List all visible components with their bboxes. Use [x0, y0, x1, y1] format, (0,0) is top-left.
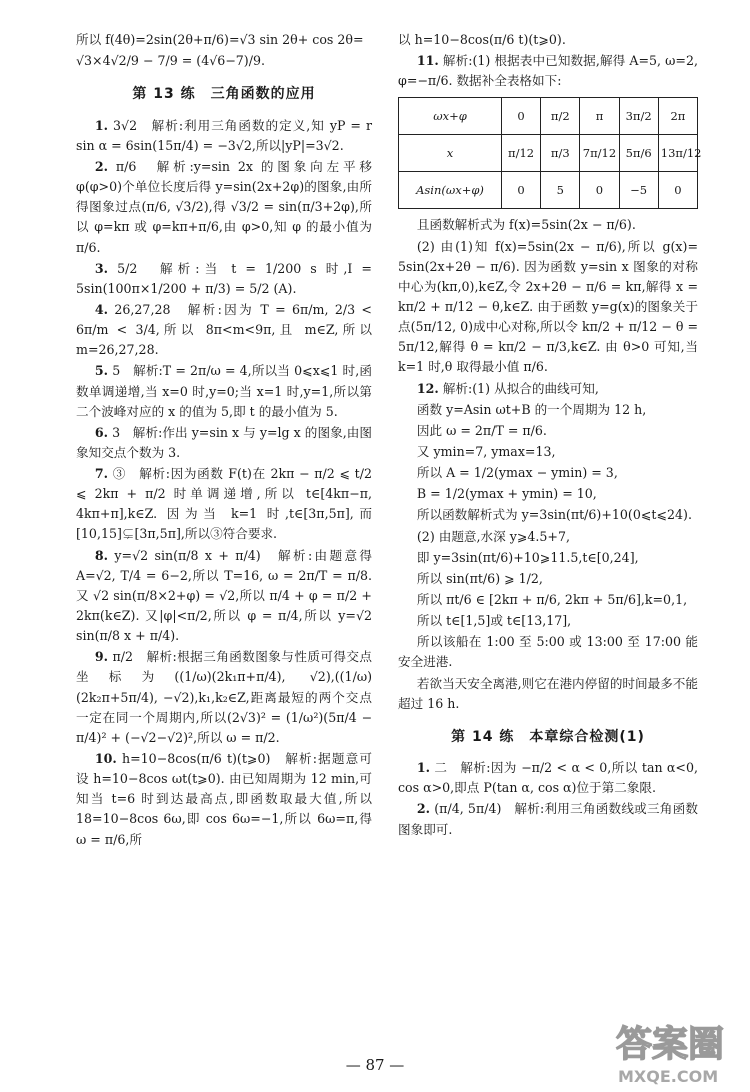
- problem-number: 8.: [94, 547, 109, 563]
- table-cell: 7π/12: [580, 135, 619, 172]
- problem-12-line: 所以 A = 1/2(ymax − ymin) = 3,: [416, 465, 618, 481]
- problem-number: 7.: [94, 466, 109, 482]
- table-cell: 0: [502, 172, 541, 209]
- continuation-line-2: √3×4√2/9 − 7/9 = (4√6−7)/9.: [76, 53, 265, 69]
- watermark-logo-text: 答案圈: [616, 1024, 725, 1065]
- problem-12-line: 因此 ω = 2π/T = π/6.: [416, 422, 547, 438]
- page-number: — 87 —: [345, 1056, 405, 1074]
- problem-text: 解析:(1) 根据表中已知数据,解得 A=5, ω=2, φ=−π/6. 数据补全表格如下:: [398, 53, 698, 89]
- table-row: [399, 172, 698, 209]
- section-title-13: 第 13 练 三角函数的应用: [132, 86, 316, 103]
- problem-item: [76, 464, 372, 545]
- problem-number: 2.: [94, 158, 109, 174]
- problem-item: [76, 361, 372, 421]
- problem-number: 9.: [94, 649, 109, 665]
- left-column: [76, 30, 372, 851]
- problem-11-intro: [398, 51, 698, 91]
- problem-number: 11.: [416, 53, 439, 69]
- table-cell: π/12: [502, 135, 541, 172]
- problem-12-line: 即 y=3sin(πt/6)+10⩾11.5,t∈[0,24],: [416, 549, 639, 565]
- section-title-14: 第 14 练 本章综合检测(1): [451, 728, 645, 745]
- left-item-list: [76, 116, 372, 850]
- problem-12-line: 所以 sin(πt/6) ⩾ 1/2,: [416, 570, 543, 586]
- table-row: [399, 98, 698, 135]
- problem-text: y=√2 sin(π/8 x + π/4) 解析:由题意得 A=√2, T/4 = 6−2,所以 T=16, ω = 2π/T = π/8. 又 √2 sin(π/8×2+φ) = √2,所以 π/4 + φ = π/2 + 2kπ(k∈Z). 又|φ|<π/2,所以 φ = π/4,所以 y=√2 sin(π/8 x + π/4).: [76, 547, 372, 644]
- problem-item: [76, 116, 372, 156]
- problem-item: [76, 647, 372, 748]
- problem-item: [76, 546, 372, 647]
- right-item-list: [398, 758, 698, 840]
- table-cell: π/3: [541, 135, 580, 172]
- problem-text: 5/2 解析:当 t = 1/200 s 时,I = 5sin(100π×1/200 + π/3) = 5/2 (A).: [76, 260, 372, 296]
- table-cell: π: [580, 98, 619, 135]
- table-row-header: Asin(ωx+φ): [399, 172, 502, 209]
- problem-12-line: 所以 πt/6 ∈ [2kπ + π/6, 2kπ + 5π/6],k=0,1,: [416, 591, 688, 607]
- table-row-header: x: [399, 135, 502, 172]
- problem-item: [398, 758, 698, 798]
- problem-number: 2.: [416, 801, 431, 817]
- problem-12-lines: [398, 400, 698, 714]
- table-cell: 0: [658, 172, 697, 209]
- problem-item: [76, 157, 372, 258]
- problem-text: 5 解析:T = 2π/ω = 4,所以当 0⩽x⩽1 时,函数单调递增,当 x=0 时,y=0;当 x=1 时,y=1,所以第二个波峰对应的 x 的值为 5,即 t 的最小值为 5.: [76, 363, 372, 419]
- problem-item: [76, 423, 372, 463]
- problem-text: (π/4, 5π/4) 解析:利用三角函数线或三角函数图象即可.: [398, 801, 698, 837]
- problem-text: π/2 解析:根据三角函数图象与性质可得交点坐标为((1/ω)(2k₁π+π/4), √2),((1/ω)(2k₂π+5π/4), −√2),k₁,k₂∈Z,距离最短的两个交点一定在同一个周期内,所以(2√3)² = (1/ω²)(5π/4 − π/4)² + (−√2−√2)²,所以 ω = π/2.: [76, 649, 372, 745]
- table-cell: 0: [502, 98, 541, 135]
- problem-text: ③ 解析:因为函数 F(t)在 2kπ − π/2 ⩽ t/2 ⩽ 2kπ + π/2 时单调递增,所以 t∈[4kπ−π, 4kπ+π],k∈Z. 因为当 k=1 时,t∈[3π,5π],而[10,15]⊊[3π,5π],所以③符合要求.: [76, 466, 372, 542]
- problem-12-intro: [398, 379, 698, 399]
- problem-12-line: B = 1/2(ymax + ymin) = 10,: [416, 486, 597, 502]
- problem-number: 4.: [94, 301, 109, 317]
- problem-12-line: 所以函数解析式为 y=3sin(πt/6)+10(0⩽t⩽24).: [416, 507, 692, 523]
- watermark-logo: [612, 1012, 744, 1088]
- continuation-line-1: 所以 f(4θ)=2sin(2θ+π/6)=√3 sin 2θ+ cos 2θ=: [76, 32, 364, 47]
- watermark-url: MXQE.COM: [618, 1067, 719, 1086]
- problem-number: 12.: [416, 380, 439, 396]
- problem-11-part2: (2) 由(1)知 f(x)=5sin(2x − π/6),所以 g(x)= 5sin(2x+2θ − π/6). 因为函数 y=sin x 图象的对称中心为(kπ,0),k∈Z,令 2x+2θ − π/6 = kπ,解得 x = kπ/2 + π/12 − θ,k∈Z. 由于函数 y=g(x)的图象关于点(5π/12, 0)成中心对称,所以令 kπ/2 + π/12 − θ = 5π/12,解得 θ = kπ/2 − π/3,k∈Z. 由 θ>0 可知,当 k=1 时,θ 取得最小值 π/6.: [398, 238, 698, 375]
- problem-12-line: (2) 由题意,水深 y⩾4.5+7,: [416, 528, 570, 544]
- problem-item: [76, 749, 372, 850]
- table-cell: 5: [541, 172, 580, 209]
- problem-text: 26,27,28 解析:因为 T = 6π/m, 2/3 < 6π/m < 3/4,所以 8π<m<9π,且 m∈Z,所以 m=26,27,28.: [76, 301, 372, 358]
- problem-12-line: 所以该船在 1:00 至 5:00 或 13:00 至 17:00 能安全进港.: [398, 634, 698, 670]
- table-cell: −5: [619, 172, 658, 209]
- table-cell: 0: [580, 172, 619, 209]
- problem-12-line: 又 ymin=7, ymax=13,: [416, 443, 556, 459]
- problem-text: 解析:(1) 从拟合的曲线可知,: [442, 380, 599, 396]
- problem-12-line: 函数 y=Asin ωt+B 的一个周期为 12 h,: [416, 401, 647, 417]
- problem-text: 3√2 解析:利用三角函数的定义,知 yP = r sin α = 6sin(15π/4) = −3√2,所以|yP|=3√2.: [76, 117, 372, 153]
- problem-number: 1.: [94, 117, 109, 133]
- table-cell: 5π/6: [619, 135, 658, 172]
- problem-text: 3 解析:作出 y=sin x 与 y=lg x 的图象,由图象知交点个数为 3.: [76, 424, 372, 460]
- problem-11-function: 且函数解析式为 f(x)=5sin(2x − π/6).: [416, 217, 636, 233]
- problem-number: 6.: [94, 424, 109, 440]
- table-row-header: ωx+φ: [399, 98, 502, 135]
- problem-text: 二 解析:因为 −π/2 < α < 0,所以 tan α<0, cos α>0,即点 P(tan α, cos α)位于第二象限.: [398, 760, 698, 796]
- continuation-line-10: 以 h=10−8cos(π/6 t)(t⩾0).: [398, 32, 566, 47]
- problem-number: 3.: [94, 260, 109, 276]
- problem-12-line: 所以 t∈[1,5]或 t∈[13,17],: [416, 613, 572, 629]
- problem-text: h=10−8cos(π/6 t)(t⩾0) 解析:据题意可设 h=10−8cos ωt(t⩾0). 由已知周期为 12 min,可知当 t=6 时到达最高点,即函数取最大值,所以 18=10−8cos 6ω,即 cos 6ω=−1,所以 6ω=π,得 ω = π/6,所: [76, 751, 372, 847]
- table-row: [399, 135, 698, 172]
- table-cell: π/2: [541, 98, 580, 135]
- table-cell: 3π/2: [619, 98, 658, 135]
- problem-12-line: 若欲当天安全离港,则它在港内停留的时间最多不能超过 16 h.: [398, 675, 698, 711]
- table-cell: 13π/12: [658, 135, 697, 172]
- problem-number: 5.: [94, 363, 109, 379]
- problem-number: 1.: [416, 760, 431, 776]
- problem-item: [76, 259, 372, 299]
- completed-value-table: [398, 97, 702, 209]
- problem-item: [398, 799, 698, 839]
- problem-text: π/6 解析:y=sin 2x 的图象向左平移 φ(φ>0)个单位长度后得 y=sin(2x+2φ)的图象,由所得图象过点(π/6, √3/2),得 √3/2 = sin(π/3+2φ),所以 φ=kπ 或 φ=kπ+π/6,由 φ>0,知 φ 的最小值为 π/6.: [76, 158, 372, 255]
- problem-item: [76, 300, 372, 360]
- right-column: [398, 30, 702, 841]
- problem-number: 10.: [94, 751, 117, 767]
- table-cell: 2π: [658, 98, 697, 135]
